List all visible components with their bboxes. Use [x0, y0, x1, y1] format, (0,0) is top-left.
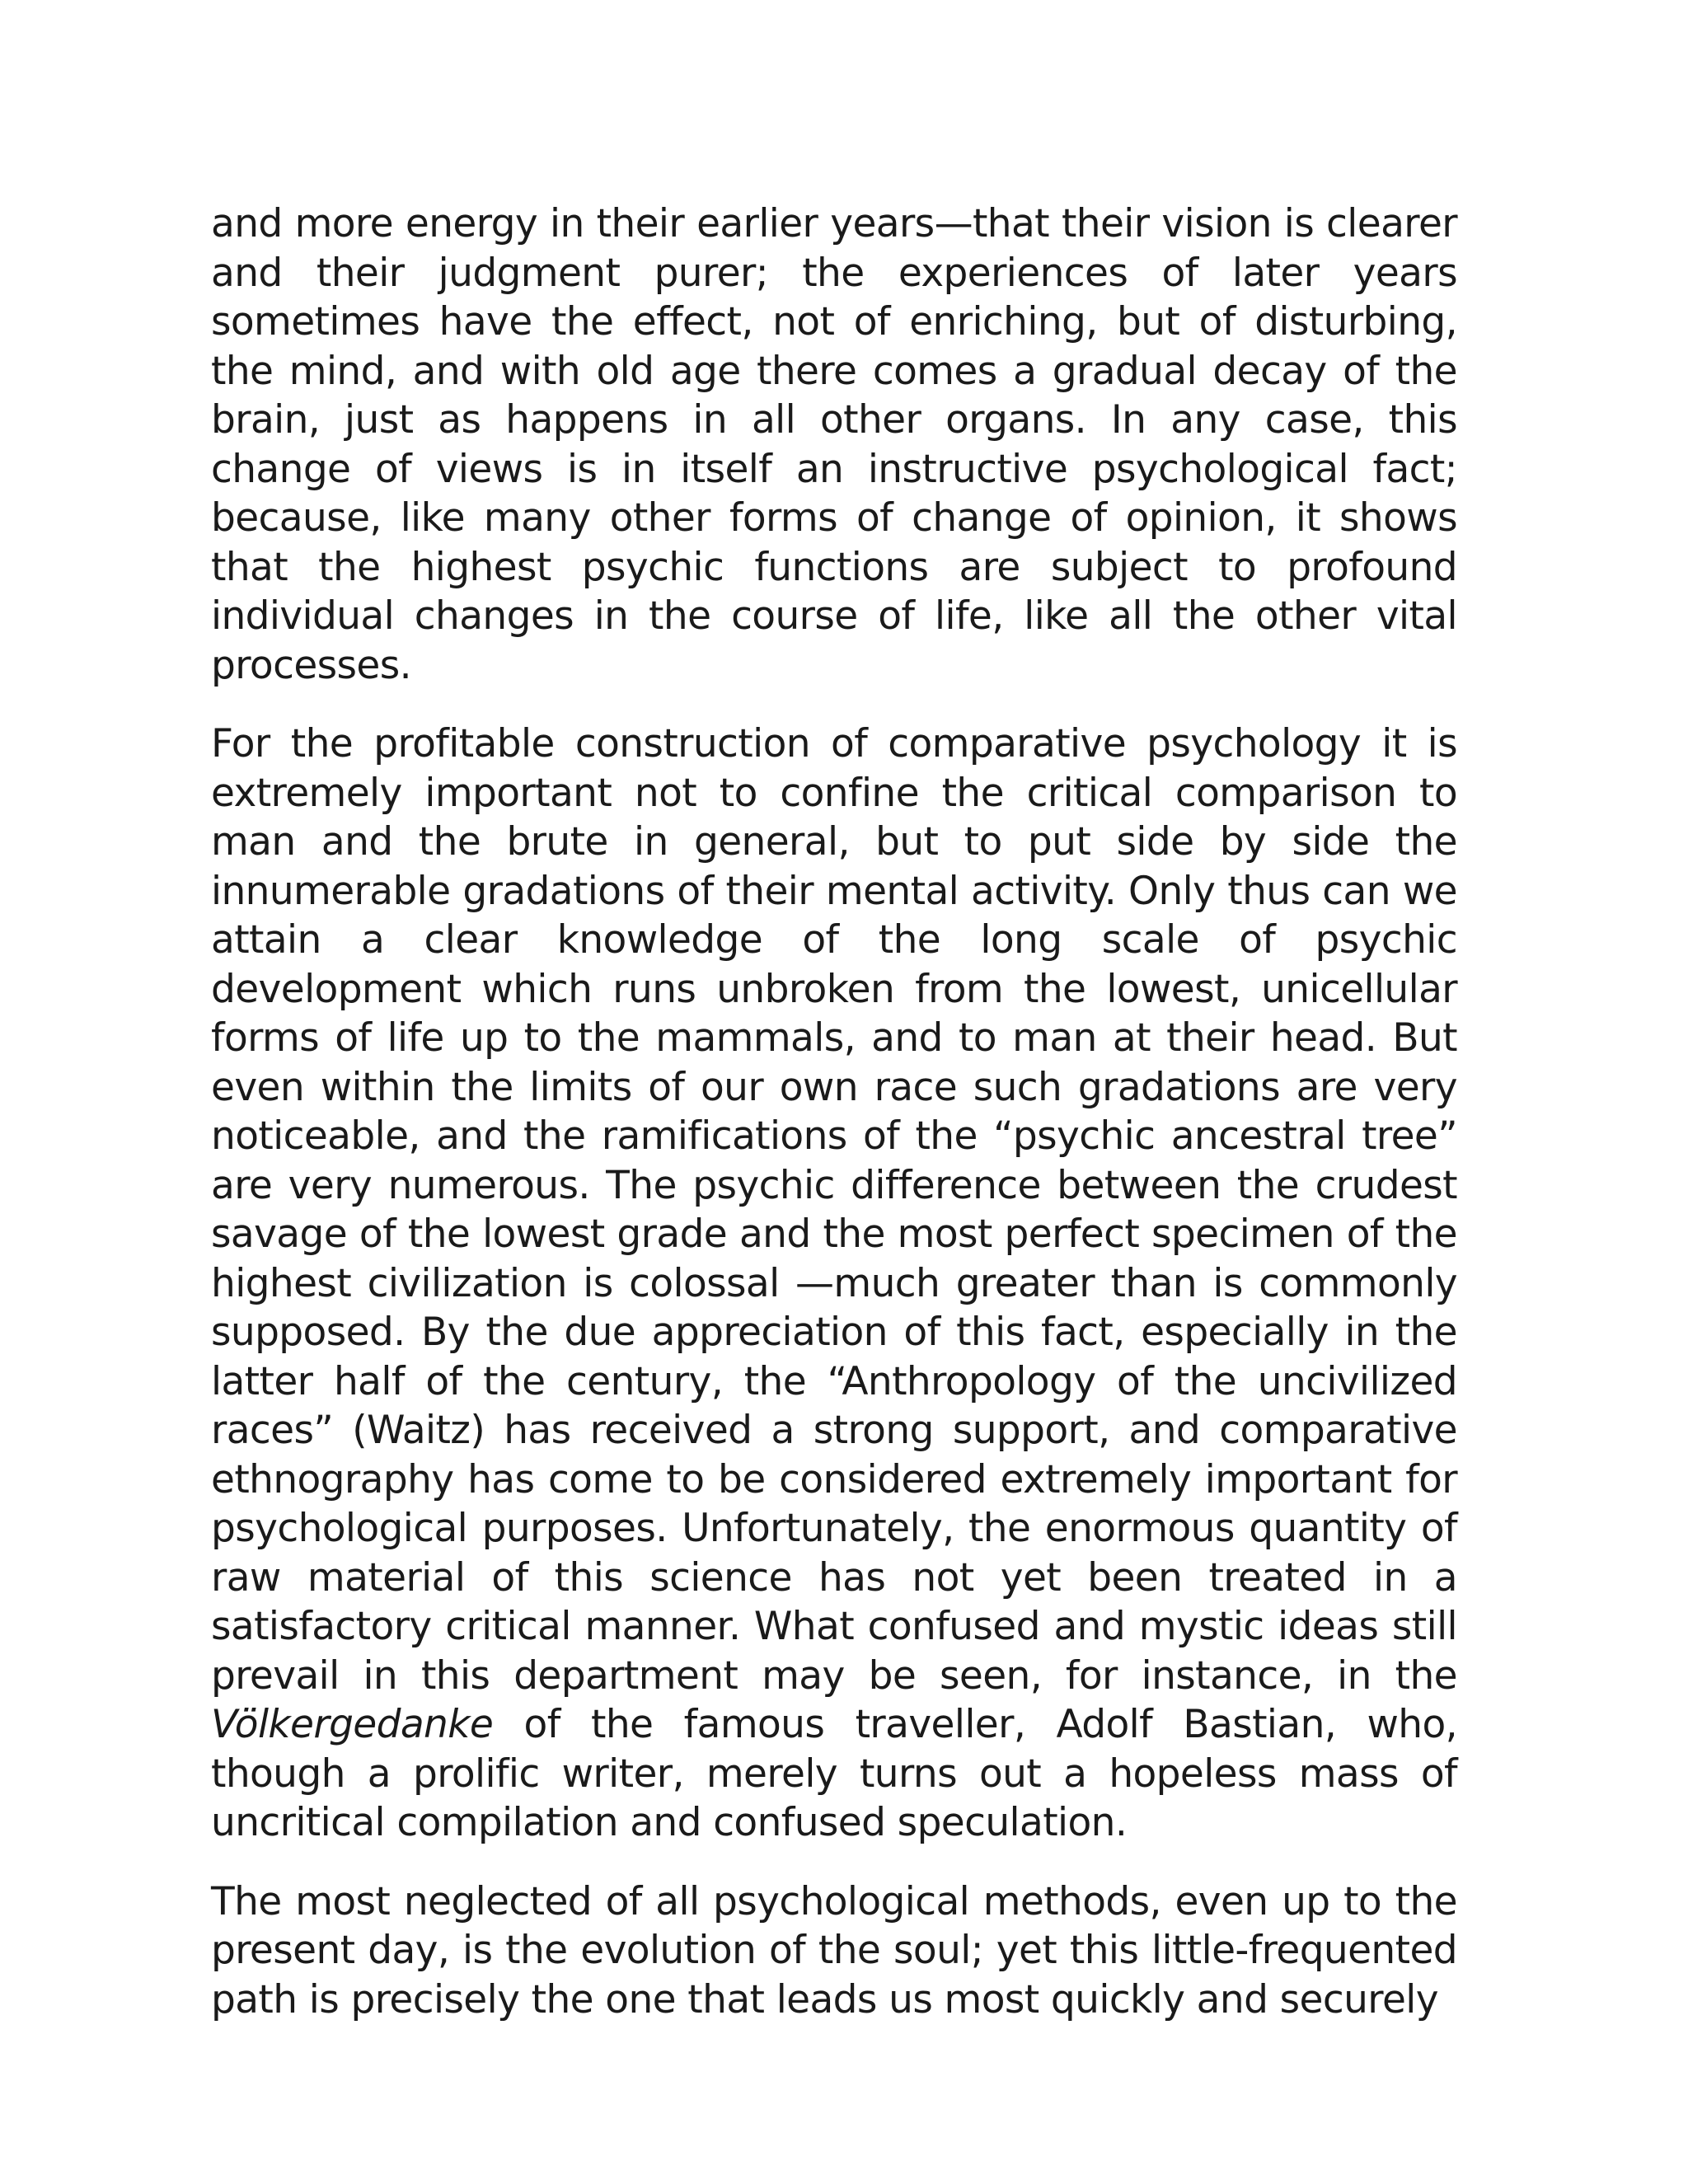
page-body	[211, 199, 1457, 2054]
paragraph-2-text-end: of the famous traveller, Adolf Bastian, who, though a prolific writer, merely turns out a hopeless mass of uncritical compilation and confused speculation.	[211, 1702, 1457, 1845]
paragraph-1: and more energy in their earlier years—that their vision is clearer and their judgment purer; the experiences of later years sometimes have the effect, not of enriching, but of disturbing, the mind, and with old age there comes a gradual decay of the brain, just as happens in all other organs. In any case, this change of views is in itself an instructive psychological fact; because, like many other forms of change of opinion, it shows that the highest psychic functions are subject to profound individual changes in the course of life, like all the other vital processes.	[211, 201, 1457, 688]
paragraph-2-text-start: For the profitable construction of comparative psychology it is extremely important not to confine the critical comparison to man and the brute in general, but to put side by side the innumerable gradations of their mental activity. Only thus can we attain a clear knowledge of the long scale of psychic development which runs unbroken from the lowest, unicellular forms of life up to the mammals, and to man at their head. But even within the limits of our own race such gradations are very noticeable, and the ramifications of the “psychic ancestral tree” are very numerous. The psychic difference between the crudest savage of the lowest grade and the most perfect specimen of the highest civilization is colossal —much greater than is commonly supposed. By the due appreciation of this fact, especially in the latter half of the century, the “Anthropology of the uncivilized races” (Waitz) has received a strong support, and comparative ethnography has come to be considered extremely important for psychological purposes. Unfortunately, the enormous quantity of raw material of this science has not yet been treated in a satisfactory critical manner. What confused and mystic ideas still prevail in this department may be seen, for instance, in the	[211, 721, 1457, 1699]
paragraph-3: The most neglected of all psychological methods, even up to the present day, is the evolution of the soul; yet this little-frequented path is precisely the one that leads us most quickly and securely	[211, 1878, 1457, 2022]
paragraph-2	[211, 719, 1457, 1848]
italic-term-volkergedanke: Völkergedanke	[211, 1702, 494, 1747]
